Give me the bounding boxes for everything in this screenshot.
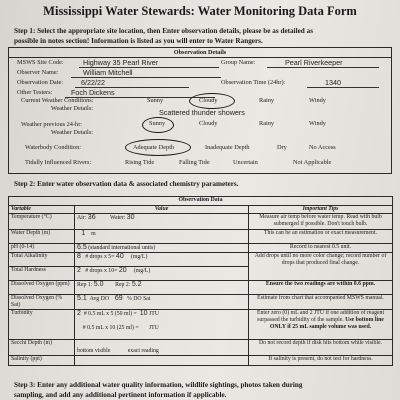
hardness-result-field[interactable]: 20 <box>118 267 127 274</box>
table-row-salinity <box>9 356 393 366</box>
turbidity-unit: JTU <box>148 311 159 317</box>
do-avg-label: Avg DO <box>89 296 110 302</box>
turbidity-drops-field[interactable]: 2 <box>77 310 81 317</box>
observation-date-label: Observation Date: <box>17 79 63 86</box>
tip-salinity: If salinity is present, do not test for hardness. <box>249 356 393 366</box>
depth-field[interactable]: 1 <box>81 230 86 237</box>
previous-weather-selected-circle <box>142 117 174 133</box>
tidal-option-falling[interactable]: Falling Tide <box>179 159 210 166</box>
observation-date-field[interactable]: 6/22/22 <box>81 78 105 87</box>
observation-data-table <box>8 196 393 366</box>
variable-secchi: Secchi Depth (m) <box>9 340 75 356</box>
table-row-ph <box>9 244 393 253</box>
tip-secchi: Do not record depth if disk hits bottom while visible. <box>249 340 393 356</box>
tidal-option-uncertain[interactable]: Uncertain <box>233 159 258 166</box>
value-ph <box>75 244 249 253</box>
column-header-value: Value <box>75 206 249 214</box>
previous-weather-option-sunny[interactable]: Sunny <box>149 120 166 127</box>
value-do-sat <box>75 295 249 310</box>
tip-turbidity-bold: Use bottom line ONLY if 25 mL sample volume was used. <box>269 317 384 330</box>
observation-details-box <box>8 47 392 174</box>
alkalinity-result-field[interactable]: 40 <box>115 253 124 260</box>
water-label: Water: <box>109 215 126 221</box>
weather-option-sunny[interactable]: Sunny <box>147 97 164 104</box>
tip-ph: Record to nearest 0.5 unit. <box>249 244 393 253</box>
variable-turbidity: Turbidity <box>9 310 75 340</box>
do-rep1-field[interactable]: 5.0 <box>93 281 104 288</box>
air-temperature-field[interactable]: 36 <box>87 214 96 221</box>
group-name-field[interactable]: Pearl Riverkeeper <box>285 58 343 67</box>
waterbody-selected-circle <box>125 139 191 156</box>
variable-alkalinity: Total Alkalinity <box>9 253 75 267</box>
tidal-option-not-applicable[interactable]: Not Applicable <box>293 159 332 166</box>
site-code-label: MSWS Site Code: <box>17 59 64 66</box>
previous-weather-label: Weather previous 24-hr: <box>21 121 83 128</box>
secchi-option-exact-reading[interactable]: exact reading <box>127 348 159 354</box>
variable-hardness: Total Hardness <box>9 267 75 281</box>
observation-details-header: Observation Details <box>9 48 391 58</box>
turbidity-formula-25ml: # 0.5 mL x 10 (25 ml) = <box>82 325 139 331</box>
table-row-alkalinity <box>9 253 393 267</box>
current-weather-label: Current Weather Conditions: <box>21 97 94 104</box>
observer-name-label: Observer Name: <box>17 69 59 76</box>
weather-details-field[interactable]: Scattered thunder showers <box>159 108 245 117</box>
step2-instructions: Step 2: Enter water observation data & associated chemistry parameters. <box>14 180 239 188</box>
site-code-field[interactable]: Highway 35 Pearl River <box>83 58 159 67</box>
tip-turbidity <box>249 310 393 340</box>
observation-data-header: Observation Data <box>9 197 393 206</box>
variable-temperature: Temperature (°C) <box>9 214 75 230</box>
secchi-option-bottom-visible[interactable]: bottom visible <box>77 348 111 354</box>
do-rep2-field[interactable]: 5.2 <box>131 281 142 288</box>
other-testers-label: Other Testers: <box>17 89 53 96</box>
air-label: Air: <box>77 215 87 221</box>
turbidity-result-field[interactable]: 10 <box>139 310 148 317</box>
previous-weather-option-windy[interactable]: Windy <box>309 120 326 127</box>
waterbody-option-dry[interactable]: Dry <box>277 144 287 151</box>
depth-unit: m <box>91 231 96 237</box>
waterbody-condition-label: Waterbody Condition: <box>25 144 81 151</box>
table-row-do-sat <box>9 295 393 310</box>
hardness-unit: (mg/L) <box>133 268 151 274</box>
hardness-formula: # drops x 10= <box>85 268 118 274</box>
hardness-drops-field[interactable]: 2 <box>77 267 81 274</box>
step1-instructions-line1: Step 1: Select the appropriate site location, then Enter observation details, please be as detailed as <box>14 27 313 35</box>
step3-instructions-line2: sampling, and add any additional pertinent information if applicable. <box>14 391 227 399</box>
observer-name-field[interactable]: William Mitchell <box>83 68 133 77</box>
do-sat-field[interactable]: 69 <box>114 295 123 302</box>
alkalinity-formula: # drops x 5= <box>85 254 115 260</box>
table-row-secchi <box>9 340 393 356</box>
do-rep2-label: Rep 2: <box>115 282 131 288</box>
value-do-ppm <box>75 281 249 295</box>
table-row-turbidity <box>9 310 393 340</box>
variable-ph: pH (0-14) <box>9 244 75 253</box>
weather-option-windy[interactable]: Windy <box>309 97 326 104</box>
waterbody-option-no-access[interactable]: No Access <box>309 144 336 151</box>
do-rep1-label: Rep 1: <box>77 282 93 288</box>
turbidity-formula-50ml: # 0.5 mL x 5 (50 ml) = <box>83 311 137 317</box>
tidal-option-rising[interactable]: Rising Tide <box>125 159 155 166</box>
waterbody-option-adequate[interactable]: Adequate Depth <box>133 144 175 151</box>
variable-depth: Water Depth (m) <box>9 230 75 244</box>
alkalinity-unit: (mg/L) <box>130 254 148 260</box>
value-alkalinity <box>75 253 249 267</box>
weather-option-cloudy[interactable]: Cloudy <box>199 97 218 104</box>
column-header-tips: Important Tips <box>249 206 393 214</box>
group-name-underline <box>267 67 379 68</box>
form-title: Mississippi Water Stewards: Water Monitoring Data Form <box>43 4 357 18</box>
water-temperature-field[interactable]: 30 <box>126 214 135 221</box>
tip-do-ppm: Ensure the two readings are within 0.6 ppm. <box>249 281 393 295</box>
tidal-rivers-label: Tidally Influenced Rivers: <box>25 159 92 166</box>
alkalinity-drops-field[interactable]: 8 <box>77 253 81 260</box>
column-header-variable: Variable <box>9 206 75 214</box>
value-hardness <box>75 267 249 281</box>
previous-weather-option-rainy[interactable]: Rainy <box>259 120 275 127</box>
tip-alkalinity-hardness: Add drops until no more color change; record number of drops that produced final change. <box>249 253 393 281</box>
tip-turbidity-text: Enter zero (0) mL and 2 JTU if one addition of reagent surpassed the turbidity of the sample. <box>256 310 385 323</box>
table-row-depth <box>9 230 393 244</box>
weather-details-label: Weather Details: <box>51 105 93 112</box>
variable-salinity: Salinity (ppt) <box>9 356 75 366</box>
previous-weather-option-cloudy[interactable]: Cloudy <box>199 120 218 127</box>
do-avg-field[interactable]: 5.1 <box>77 295 87 302</box>
observation-time-label: Observation Time (24hr): <box>221 79 286 86</box>
ph-note: (standard international units) <box>88 245 156 251</box>
value-turbidity <box>75 310 249 340</box>
waterbody-option-inadequate[interactable]: Inadequate Depth <box>205 144 250 151</box>
variable-do-sat: Dissolved Oxygen (% Sat) <box>9 295 75 310</box>
do-sat-unit: % DO Sat <box>126 296 151 302</box>
group-name-label: Group Name: <box>221 59 256 66</box>
table-row-do-ppm <box>9 281 393 295</box>
tip-depth: This can be an estimation or exact measurement. <box>249 230 393 244</box>
variable-do-ppm: Dissolved Oxygen (ppm) <box>9 281 75 295</box>
step3-instructions-line1: Step 3: Enter any additional water quality information, wildlife sightings, photos taken during <box>14 381 303 389</box>
tip-do-sat: Estimate from chart that accompanied MSWS manual. <box>249 295 393 310</box>
observation-time-field[interactable]: 1340 <box>325 78 341 87</box>
weather-option-rainy[interactable]: Rainy <box>259 97 275 104</box>
ph-field[interactable]: 6.5 <box>77 244 87 251</box>
previous-weather-details-label: Weather Details: <box>51 129 93 136</box>
tip-temperature: Measure air temp before water temp. Read with bulb submerged if possible. Don't touch bulb. <box>249 214 393 230</box>
value-secchi <box>75 340 249 356</box>
turbidity-unit-25ml: JTU <box>148 325 159 331</box>
value-temperature <box>75 214 249 230</box>
value-depth <box>75 230 249 244</box>
step1-instructions-line2: possible in notes section! Information is listed as you will enter to Water Rangers. <box>14 37 263 45</box>
value-salinity[interactable] <box>75 356 249 366</box>
table-row-temperature <box>9 214 393 230</box>
other-testers-field[interactable]: Foch Dickens <box>71 88 115 97</box>
weather-selected-circle <box>189 93 235 109</box>
observation-time-underline <box>307 87 379 88</box>
